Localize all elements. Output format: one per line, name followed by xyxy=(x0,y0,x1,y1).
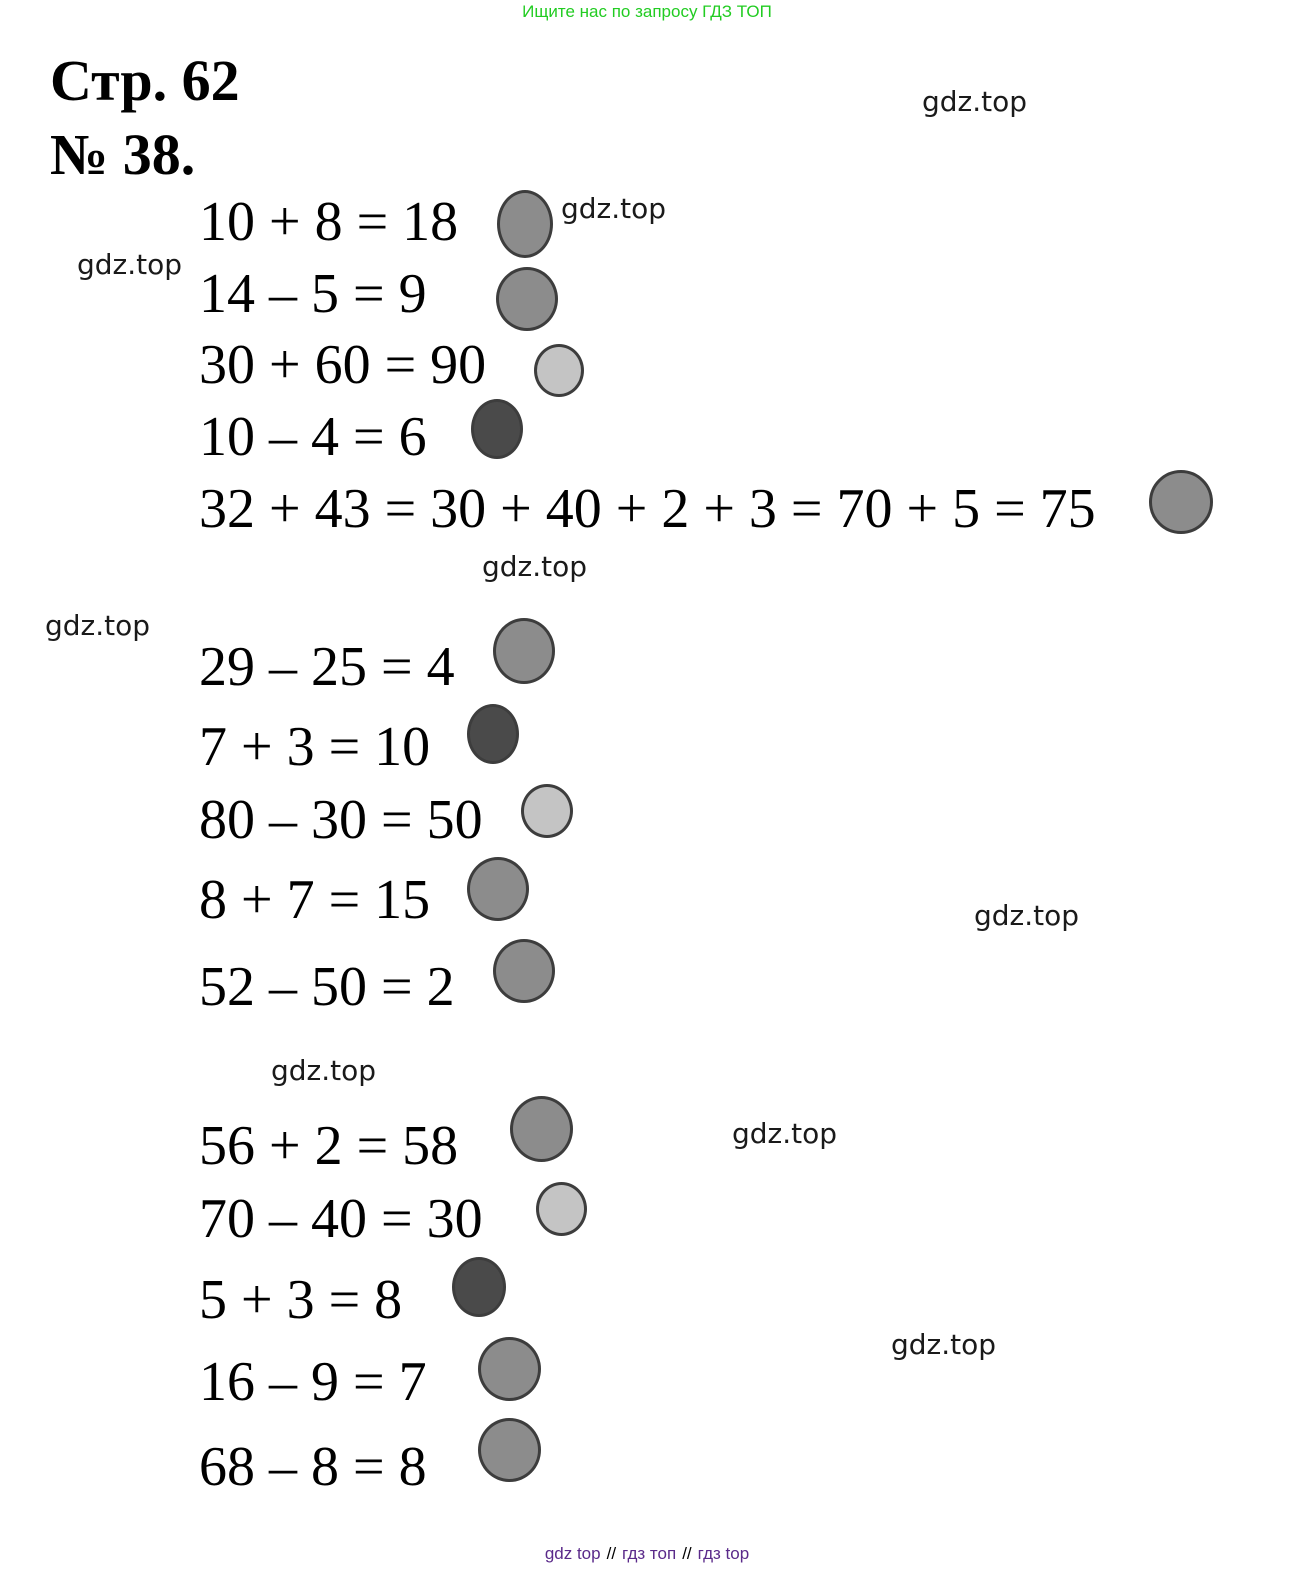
watermark: gdz.top xyxy=(271,1054,377,1087)
exercise-number-heading: № 38. xyxy=(50,122,196,187)
equation: 56 + 2 = 58 xyxy=(199,1115,459,1177)
equation: 32 + 43 = 30 + 40 + 2 + 3 = 70 + 5 = 75 xyxy=(199,478,1096,540)
equation: 16 – 9 = 7 xyxy=(199,1351,427,1413)
banner-text: Ищите нас по запросу ГДЗ ТОП xyxy=(522,2,772,21)
equation: 7 + 3 = 10 xyxy=(199,716,431,778)
equation: 70 – 40 = 30 xyxy=(199,1188,483,1250)
answer-dot xyxy=(478,1337,541,1401)
equation: 52 – 50 = 2 xyxy=(199,956,455,1018)
equation: 80 – 30 = 50 xyxy=(199,789,483,851)
footer-separator: // xyxy=(682,1544,692,1563)
footer-link-gdz-top-ru[interactable]: гдз топ xyxy=(622,1544,677,1563)
answer-dot xyxy=(536,1182,587,1236)
watermark: gdz.top xyxy=(561,192,667,225)
footer-links xyxy=(0,1545,1294,1562)
answer-dot xyxy=(478,1418,541,1482)
answer-dot xyxy=(467,857,529,921)
answer-dot xyxy=(467,704,519,764)
footer-link-gdz-top-mixed[interactable]: гдз top xyxy=(697,1544,750,1563)
watermark: gdz.top xyxy=(732,1117,838,1150)
watermark: gdz.top xyxy=(482,550,588,583)
equation: 5 + 3 = 8 xyxy=(199,1269,403,1331)
equation: 30 + 60 = 90 xyxy=(199,334,487,396)
watermark: gdz.top xyxy=(45,609,151,642)
page-number-heading: Стр. 62 xyxy=(50,48,240,113)
watermark: gdz.top xyxy=(974,899,1080,932)
answer-dot xyxy=(496,267,558,331)
top-banner xyxy=(0,2,1294,22)
equation: 10 – 4 = 6 xyxy=(199,406,427,468)
answer-dot xyxy=(493,618,555,684)
watermark: gdz.top xyxy=(891,1328,997,1361)
answer-dot xyxy=(534,344,584,397)
answer-dot xyxy=(497,190,553,258)
equation: 29 – 25 = 4 xyxy=(199,636,455,698)
answer-dot xyxy=(1149,470,1213,534)
watermark: gdz.top xyxy=(922,85,1028,118)
equation: 8 + 7 = 15 xyxy=(199,869,431,931)
answer-dot xyxy=(510,1096,573,1162)
watermark: gdz.top xyxy=(77,248,183,281)
equation: 14 – 5 = 9 xyxy=(199,263,427,325)
answer-dot xyxy=(493,939,555,1003)
footer-separator: // xyxy=(606,1544,617,1563)
answer-dot xyxy=(521,784,573,838)
equation: 68 – 8 = 8 xyxy=(199,1436,427,1498)
equation: 10 + 8 = 18 xyxy=(199,191,459,253)
answer-dot xyxy=(452,1257,506,1317)
footer-link-gdz-top[interactable]: gdz top xyxy=(544,1544,601,1563)
answer-dot xyxy=(471,399,523,459)
